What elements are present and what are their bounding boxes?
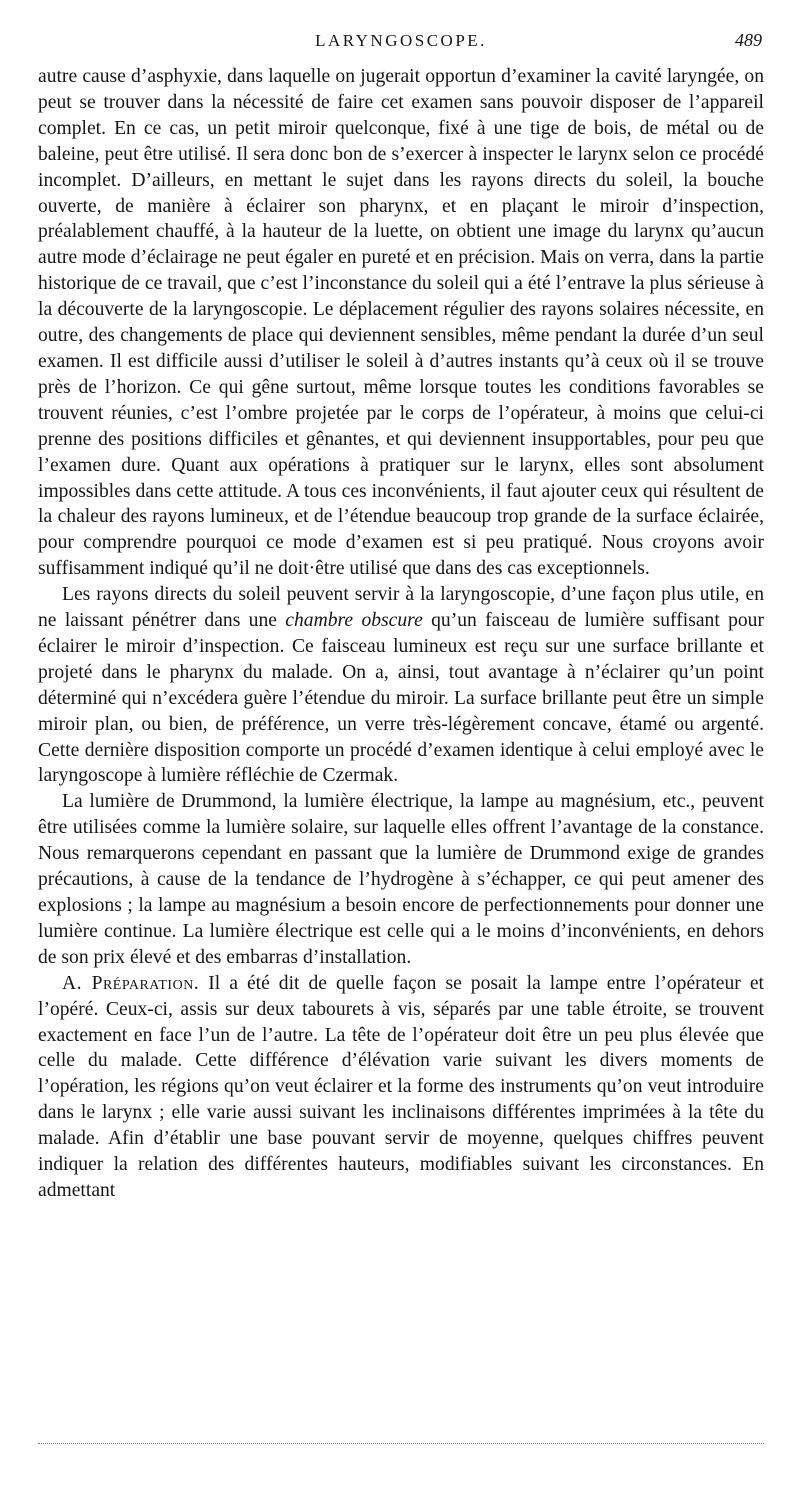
footer-dotted-rule <box>38 1443 764 1444</box>
paragraph-asphyxie: autre cause d’asphyxie, dans laquelle on jugerait opportun d’examiner la cavité laryngée, on peut se trouver dans la nécessité de faire cet examen sans pouvoir disposer de l’appareil complet. En ce cas, un petit miroir quelconque, fixé à une tige de bois, de métal ou de baleine, peut être utilisé. Il sera donc bon de s’exercer à inspecter le larynx selon ce procédé incomplet. D’ailleurs, en mettant le sujet dans les rayons directs du soleil, la bouche ouverte, de manière à éclairer son pharynx, et en plaçant le miroir d’inspection, préalablement chauffé, à la hauteur de la luette, on obtient une image du larynx qu’aucun autre mode d’éclairage ne peut égaler en pureté et en précision. Mais on verra, dans la partie historique de ce travail, que c’est l’inconstance du soleil qui a été l’entrave la plus sérieuse à la découverte de la laryngoscopie. Le déplacement régulier des rayons solaires nécessite, en outre, des changements de place qui deviennent sensibles, même pendant la durée d’un seul examen. Il est difficile aussi d’utiliser le soleil à d’autres instants qu’à ceux où il se trouve près de l’horizon. Ce qui gêne surtout, même lorsque toutes les conditions favorables se trouvent réunies, c’est l’ombre projetée par le corps de l’opérateur, à moins que celui-ci prenne des positions difficiles et gênantes, et qui deviennent insupportables, pour peu que l’examen dure. Quant aux opérations à pratiquer sur le larynx, elles sont absolument impossibles dans cette attitude. A tous ces inconvénients, il faut ajouter ceux qui résultent de la chaleur des rayons lumineux, et de l’étendue beaucoup trop grande de la surface éclairée, pour comprendre pourquoi ce mode d’examen est si peu pratiqué. Nous croyons avoir suffisamment indiqué qu’il ne doit·être utilisé que dans des cas exceptionnels. <box>38 66 764 580</box>
paragraph-text: Il a été dit de quelle façon se posait la lampe entre l’opérateur et l’opéré. Ceux-ci, assis sur deux tabourets à vis, séparés par une table étroite, se trouvent exactement en face l’un de l’autre. La tête de l’opérateur doit être un peu plus élevée que celle du malade. Cette différence d’élévation varie suivant les divers moments de l’opération, les régions qu’on veut éclairer et la forme des instruments qu’on veut introduire dans le larynx ; elle varie aussi suivant les inclinaisons différentes imprimées à la tête du malade. Afin d’établir une base pouvant servir de moyenne, quelques chiffres peuvent indiquer la relation des différentes hauteurs, modifiables suivant les circonstances. En admettant <box>38 972 764 1201</box>
emphasis-chambre-obscure: chambre obscure <box>285 610 423 632</box>
paragraph-drummond: La lumière de Drummond, la lumière électrique, la lampe au magnésium, etc., peuvent être utilisées comme la lumière solaire, sur laquelle elles offrent l’avantage de la constance. Nous remarquerons cependant en passant que la lumière de Drummond exige de grandes précautions, à cause de la tendance de l’hydrogène à s’échapper, ce qui peut amener des explosions ; la lampe au magnésium a besoin encore de perfectionnements pour donner une lumière continue. La lumière électrique est celle qui a le moins d’inconvénients, en dehors de son prix élevé et des embarras d’installation. <box>38 791 764 968</box>
paragraph-text: Les rayons directs du soleil peuvent servir à la laryngoscopie, d’une façon plus utile, en ne laissant pénétrer dans une <box>38 584 764 632</box>
page-number: 489 <box>735 30 762 50</box>
paragraph-text: qu’un faisceau de lumière suffisant pour éclairer le miroir d’inspection. Ce faisceau lumineux est reçu sur une surface brillante et projeté dans le pharynx du malade. On a, ainsi, tout avantage à n’éclairer qu’un point déterminé qui n’excédera guère l’étendue du miroir. La surface brillante peut être un simple miroir plan, ou bien, de préférence, un verre très-légèrement concave, étamé ou argenté. Cette dernière disposition comporte un procédé d’examen identique à celui employé avec le laryngoscope à lumière réfléchie de Czermak. <box>38 610 764 787</box>
page-header <box>38 30 764 56</box>
paragraph-rayons-directs <box>38 582 764 789</box>
section-label-preparation: A. Préparation. <box>62 972 200 994</box>
running-title: LARYNGOSCOPE. <box>315 31 487 50</box>
book-page <box>38 30 764 1204</box>
paragraph-preparation <box>38 971 764 1204</box>
